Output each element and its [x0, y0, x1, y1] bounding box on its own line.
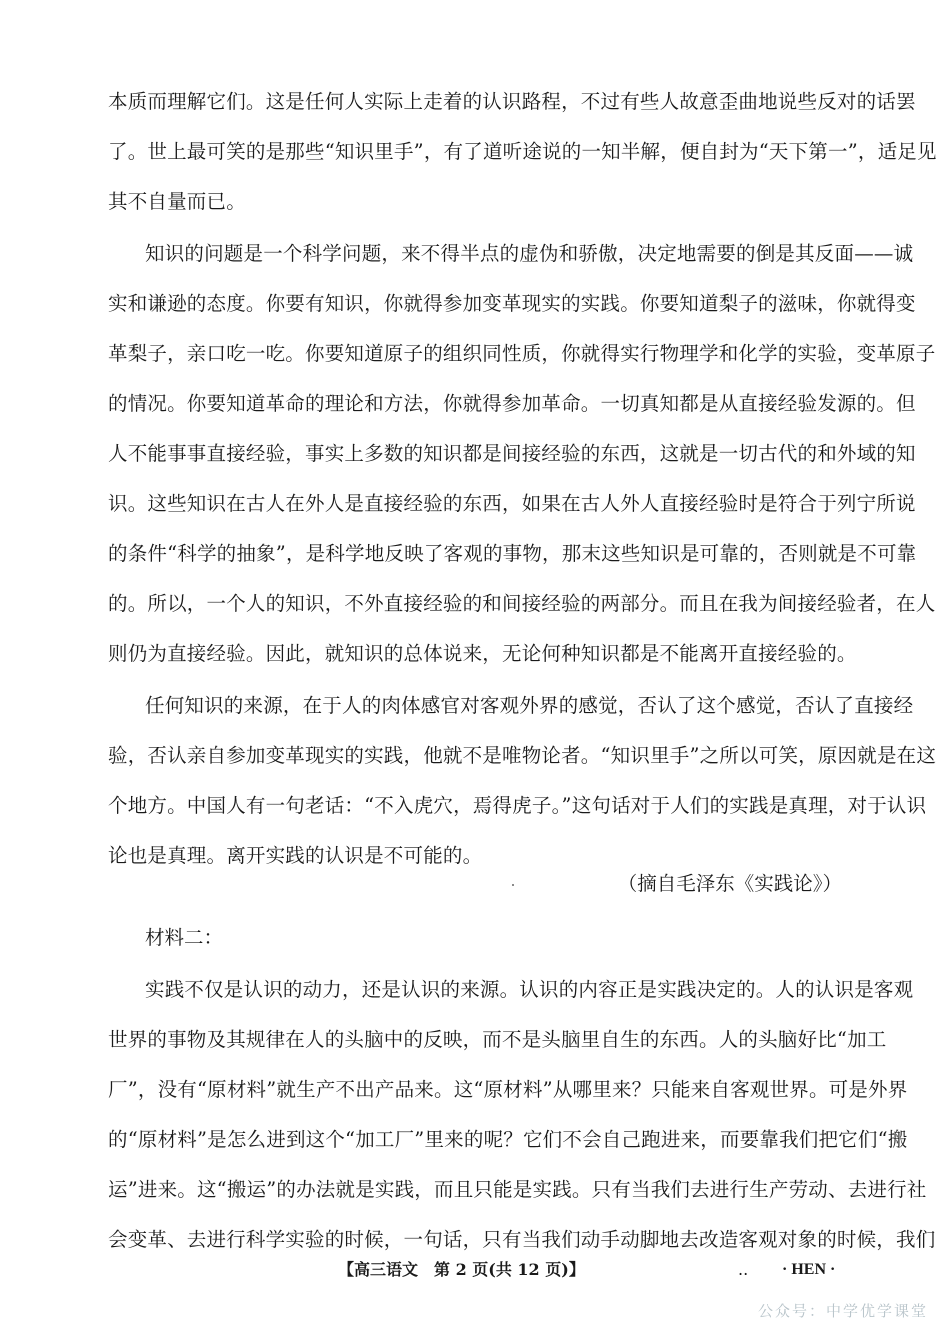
- text-line: 的条件“科学的抽象”，是科学地反映了客观的事物，那末这些知识是可靠的，否则就是不可靠: [108, 542, 917, 565]
- text-line: 本质而理解它们。这是任何人实际上走着的认识路程，不过有些人故意歪曲地说些反对的话罢: [108, 90, 916, 113]
- text-line: 会变革、去进行科学实验的时候，一句话，只有当我们动手动脚地去改造客观对象的时候，我们: [108, 1228, 936, 1251]
- page-number-label: 【高三语文 第 2 页(共 12 页)】: [338, 1260, 585, 1279]
- text-line: 个地方。中国人有一句老话：“不入虎穴，焉得虎子。”这句话对于人们的实践是真理，对于认识: [108, 794, 927, 817]
- text-line: 实践不仅是认识的动力，还是认识的来源。认识的内容正是实践决定的。人的认识是客观: [145, 978, 914, 1001]
- text-line: 实和谦逊的态度。你要有知识，你就得参加变革现实的实践。你要知道梨子的滋味，你就得变: [108, 292, 916, 315]
- exam-code: · HEN ·: [782, 1261, 836, 1278]
- text-line: 则仍为直接经验。因此，就知识的总体说来，无论何种知识都是不能离开直接经验的。: [108, 642, 857, 665]
- text-line: 人不能事事直接经验，事实上多数的知识都是间接经验的东西，这就是一切古代的和外域的知: [108, 442, 916, 465]
- text-line: 的情况。你要知道革命的理论和方法，你就得参加革命。一切真知都是从直接经验发源的。但: [108, 392, 916, 415]
- watermark-text: 公众号：中学优学课堂: [757, 1302, 928, 1320]
- text-line: 世界的事物及其规律在人的头脑中的反映，而不是头脑里自生的东西。人的头脑好比“加工: [108, 1028, 887, 1051]
- text-line: 其不自量而已。: [108, 190, 246, 213]
- footer-dots: ..: [738, 1260, 749, 1279]
- section-heading: 材料二：: [145, 926, 224, 949]
- text-line: 了。世上最可笑的是那些“知识里手”，有了道听途说的一知半解，便自封为“天下第一”，适足见: [108, 140, 937, 163]
- text-line: 任何知识的来源，在于人的肉体感官对客观外界的感觉，否认了这个感觉，否认了直接经: [145, 694, 914, 717]
- text-line: 识。这些知识在古人在外人是直接经验的东西，如果在古人外人直接经验时是符合于列宁所说: [108, 492, 916, 515]
- text-line: 的。所以，一个人的知识，不外直接经验的和间接经验的两部分。而且在我为间接经验者，在人: [108, 592, 936, 615]
- text-line: 论也是真理。离开实践的认识是不可能的。: [108, 844, 483, 867]
- text-line: 运”进来。这“搬运”的办法就是实践，而且只能是实践。只有当我们去进行生产劳动、去进行社: [108, 1178, 927, 1201]
- text-line: 验，否认亲自参加变革现实的实践，他就不是唯物论者。“知识里手”之所以可笑，原因就是在这: [108, 744, 937, 767]
- text-line: 革梨子，亲口吃一吃。你要知道原子的组织同性质，你就得实行物理学和化学的实验，变革原子: [108, 342, 936, 365]
- text-line: 厂”，没有“原材料”就生产不出产品来。这“原材料”从哪里来？只能来自客观世界。可是外界: [108, 1078, 908, 1101]
- text-line: 的“原材料”是怎么进到这个“加工厂”里来的呢？它们不会自己跑进来，而要靠我们把它们“搬: [108, 1128, 908, 1151]
- text-line: 知识的问题是一个科学问题，来不得半点的虚伪和骄傲，决定地需要的倒是其反面——诚: [145, 242, 914, 265]
- source-attribution: （摘自毛泽东《实践论》）: [617, 872, 842, 895]
- scan-speck: [512, 884, 514, 886]
